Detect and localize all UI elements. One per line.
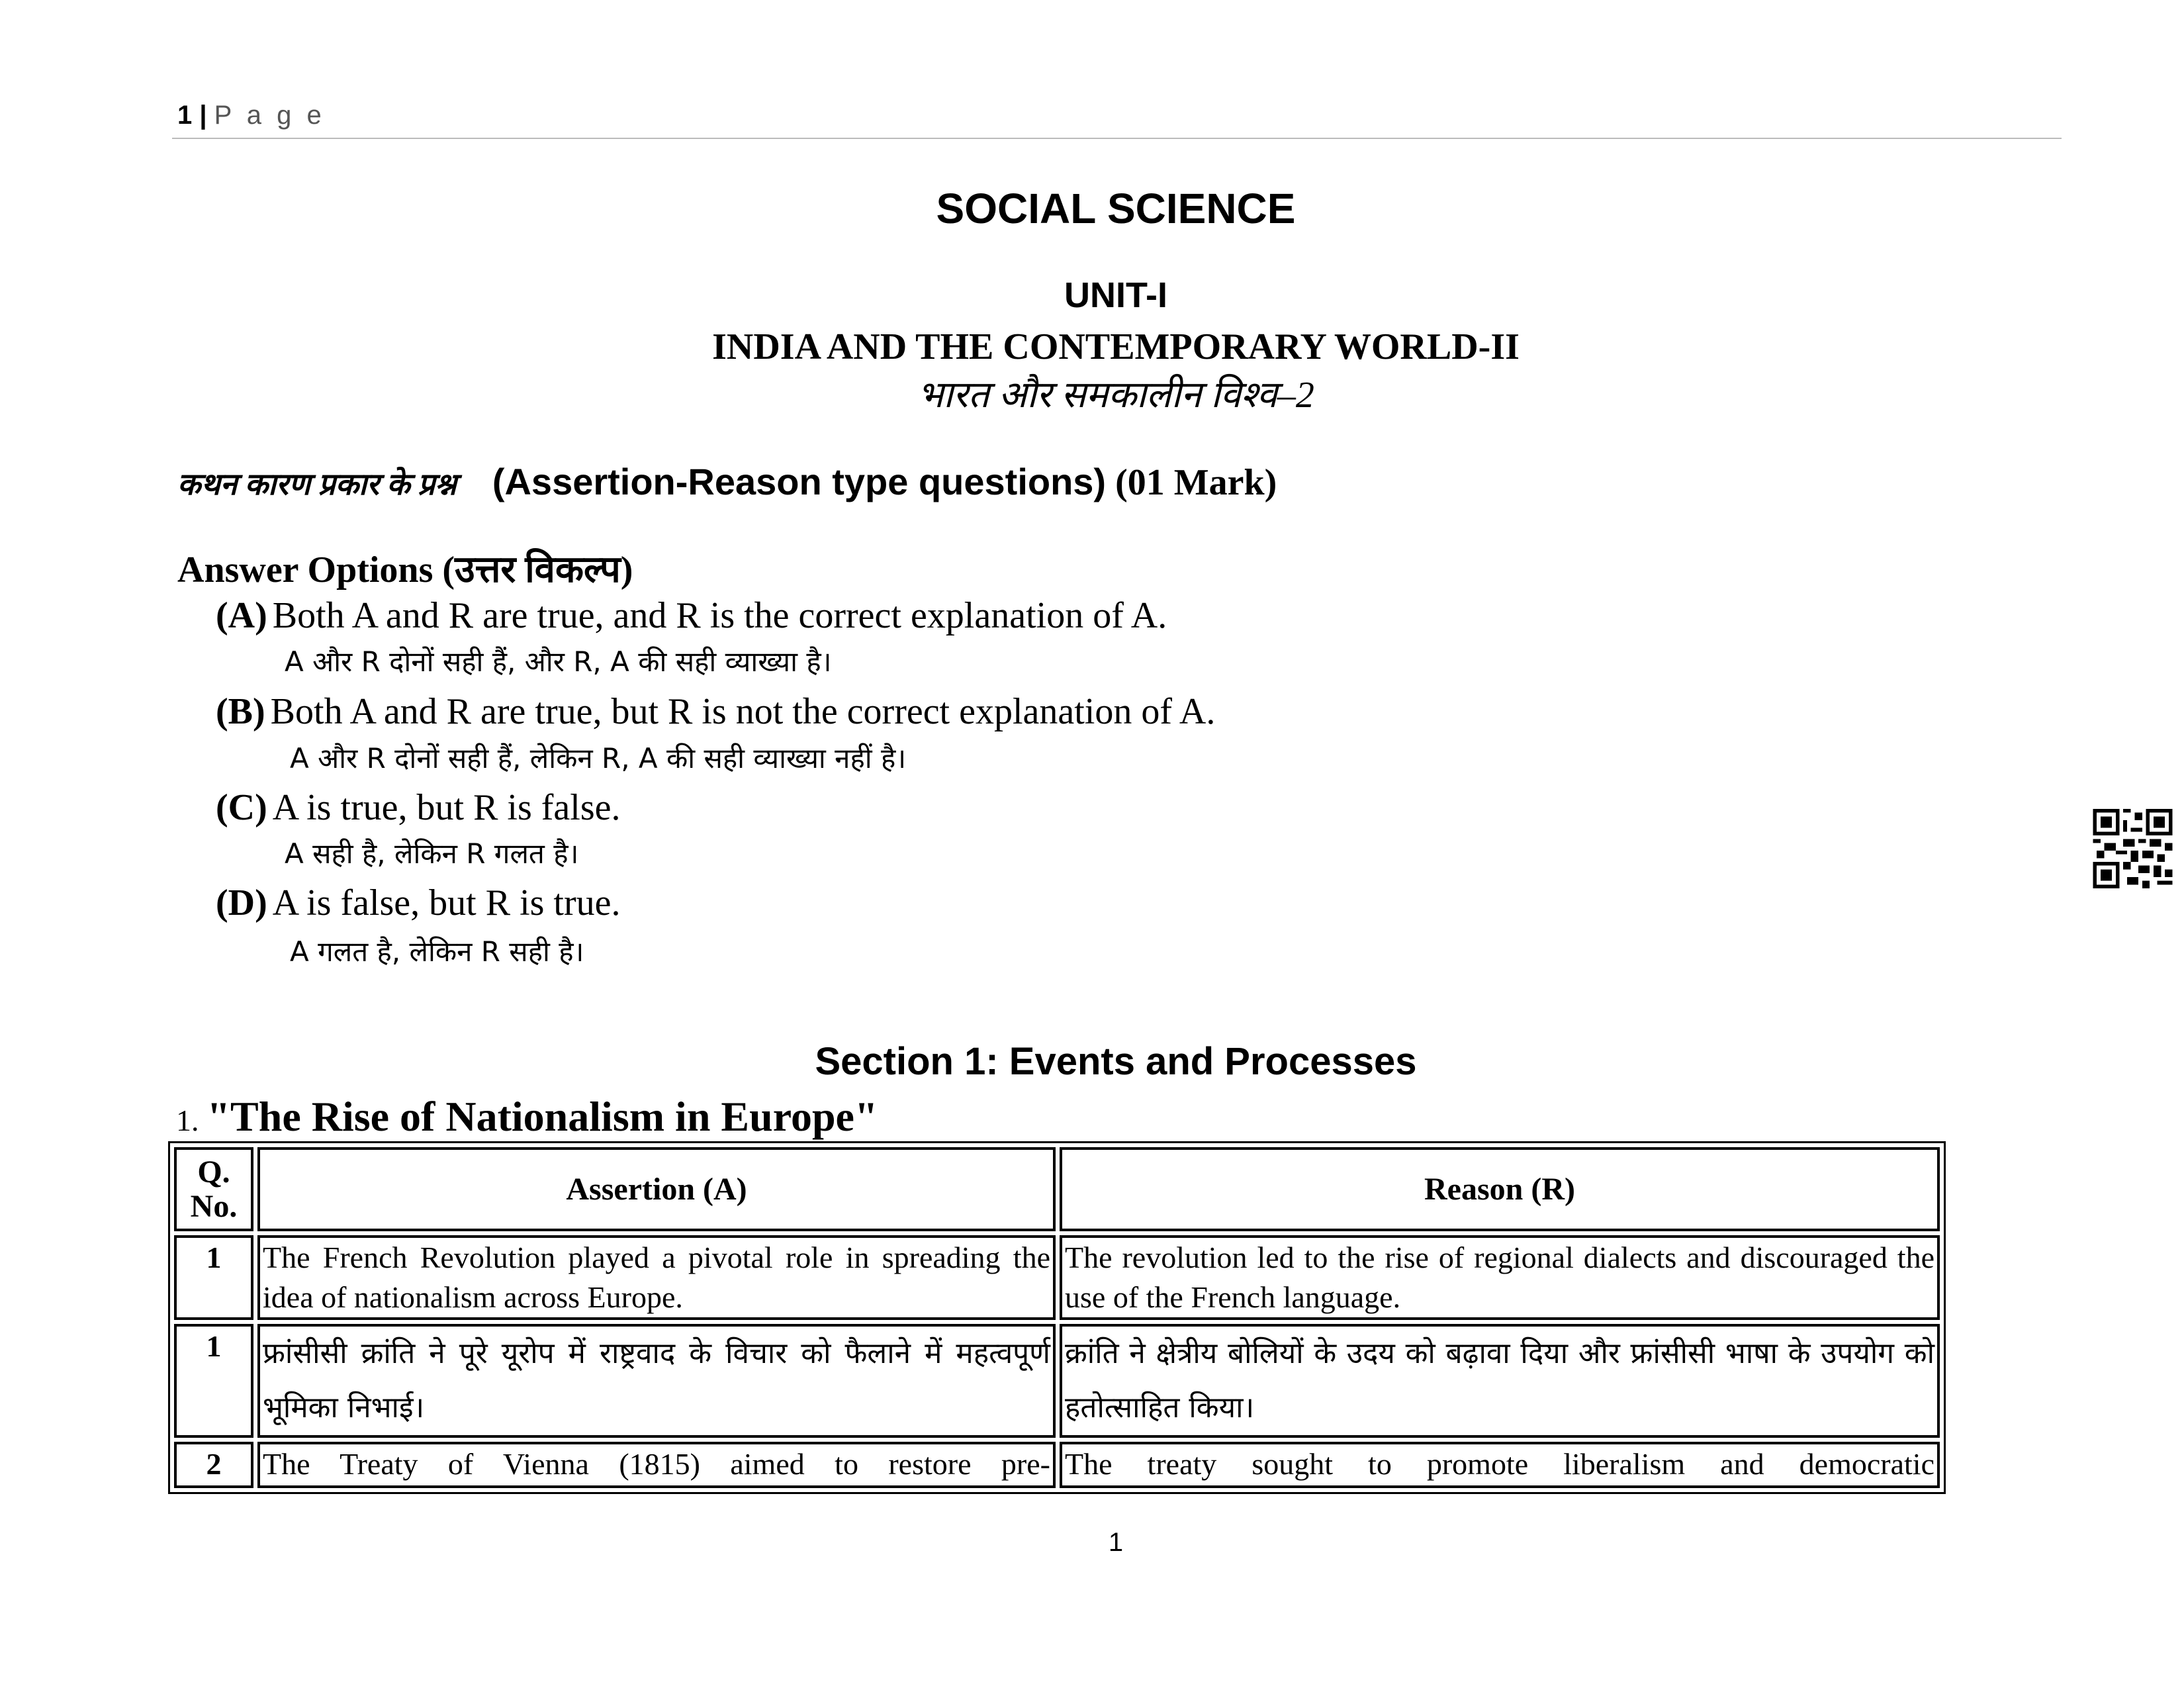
- topic-title: "The Rise of Nationalism in Europe": [206, 1093, 878, 1140]
- option-d: [216, 882, 621, 924]
- question-type-heading: [177, 460, 1277, 504]
- option-text: A is false, but R is true.: [272, 882, 621, 923]
- table-row: [174, 1324, 1940, 1438]
- option-text: Both A and R are true, but R is not the correct explanation of A.: [270, 691, 1216, 732]
- header-reason: Reason (R): [1060, 1147, 1940, 1231]
- option-c: [216, 786, 621, 829]
- table-row: [174, 1442, 1940, 1488]
- unit-heading: UNIT-I: [1064, 275, 1167, 315]
- footer-page-number: 1: [1108, 1528, 1124, 1557]
- table-header-row: [174, 1147, 1940, 1231]
- topic-heading: [176, 1092, 878, 1141]
- option-d-hindi: A गलत है, लेकिन R सही है।: [290, 935, 584, 968]
- question-marks: (01 Mark): [1115, 462, 1277, 503]
- topic-number: 1.: [176, 1103, 199, 1137]
- option-b-hindi: A और R दोनों सही हैं, लेकिन R, A की सही व्याख्या नहीं है।: [290, 742, 907, 774]
- question-type-english: (Assertion-Reason type questions): [492, 461, 1107, 502]
- assertion-reason-table: [168, 1141, 1946, 1494]
- question-number: 1: [174, 1324, 253, 1438]
- subject-heading: INDIA AND THE CONTEMPORARY WORLD-II: [712, 326, 1520, 367]
- option-label: (C): [216, 787, 267, 828]
- question-type-hindi: कथन कारण प्रकार के प्रश्न: [177, 467, 457, 501]
- assertion-cell: फ्रांसीसी क्रांति ने पूरे यूरोप में राष्ट्रवाद के विचार को फैलाने में महत्वपूर्ण भूमिका निभाई।: [257, 1324, 1056, 1438]
- assertion-cell: The French Revolution played a pivotal role in spreading the idea of nationalism across Europe.: [257, 1235, 1056, 1320]
- reason-cell: The treaty sought to promote liberalism and democratic: [1060, 1442, 1940, 1488]
- assertion-cell: The Treaty of Vienna (1815) aimed to restore pre-: [257, 1442, 1056, 1488]
- option-c-hindi: A सही है, लेकिन R गलत है।: [285, 837, 579, 870]
- option-label: (D): [216, 882, 267, 923]
- option-text: A is true, but R is false.: [272, 787, 621, 828]
- header-qno: Q. No.: [174, 1147, 253, 1231]
- answer-options-heading: Answer Options (उत्तर विकल्प): [177, 549, 633, 590]
- section-heading: Section 1: Events and Processes: [815, 1040, 1417, 1083]
- page-header: 1 | P a g e: [177, 101, 326, 130]
- header-page-number: 1: [177, 101, 193, 130]
- question-number: 2: [174, 1442, 253, 1488]
- question-number: 1: [174, 1235, 253, 1320]
- qr-code-icon: [2093, 809, 2173, 888]
- option-text: Both A and R are true, and R is the correct explanation of A.: [272, 595, 1167, 636]
- option-a: [216, 594, 1167, 637]
- reason-cell: The revolution led to the rise of regional dialects and discouraged the use of the French language.: [1060, 1235, 1940, 1320]
- header-assertion: Assertion (A): [257, 1147, 1056, 1231]
- page-title: SOCIAL SCIENCE: [936, 185, 1296, 232]
- option-b: [216, 690, 1215, 733]
- header-page-label: P a g e: [214, 101, 326, 130]
- table-row: [174, 1235, 1940, 1320]
- option-label: (B): [216, 691, 265, 732]
- reason-cell: क्रांति ने क्षेत्रीय बोलियों के उदय को बढ़ावा दिया और फ्रांसीसी भाषा के उपयोग को हतोत्साहित किया।: [1060, 1324, 1940, 1438]
- option-label: (A): [216, 595, 267, 636]
- header-divider: [172, 138, 2062, 139]
- option-a-hindi: A और R दोनों सही हैं, और R, A की सही व्याख्या है।: [285, 645, 832, 678]
- subject-heading-hindi: भारत और समकालीन विश्व–2: [917, 375, 1314, 416]
